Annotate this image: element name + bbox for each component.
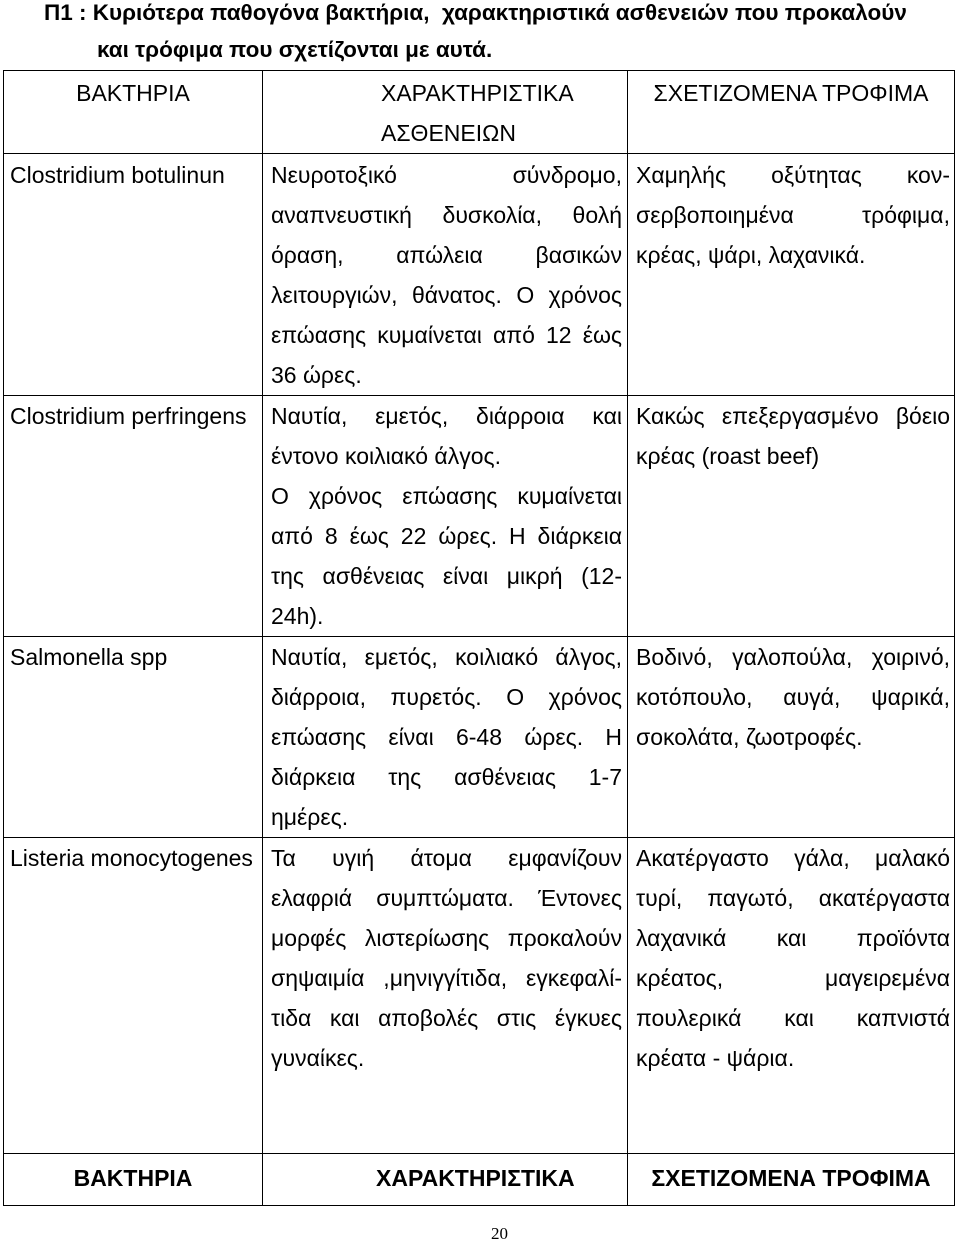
header-foods-cell (628, 71, 954, 153)
header-foods-label: ΣΧΕΤΙΖΟΜΕΝΑ ΤΡΟΦΙΜΑ (653, 80, 929, 106)
bacteria-cell (4, 637, 263, 837)
characteristics-line: επώασης κυμαίνεται από 12 έως (271, 322, 622, 348)
table-row (4, 838, 954, 1154)
characteristics-line: τιδα και αποβολές στις έγκυες (271, 1005, 622, 1031)
foods-cell (628, 154, 954, 395)
characteristics-line: Ναυτία, εμετός, διάρροια και (271, 403, 622, 429)
repeated-header-bacteria-label: ΒΑΚΤΗΡΙΑ (73, 1165, 193, 1191)
repeated-header-bacteria-cell (4, 1154, 263, 1205)
paragraph (636, 637, 950, 757)
table-header-row (4, 71, 954, 154)
document-title-line-2: και τρόφιμα που σχετίζονται με αυτά. (97, 37, 493, 62)
foods-line: Χαμηλής οξύτητας κον- (636, 162, 950, 188)
characteristics-cell (263, 154, 628, 395)
foods-line: Βοδινό, γαλοπούλα, χοιρινό, (636, 644, 950, 670)
characteristics-cell (263, 838, 628, 1153)
characteristics-line: έντονο κοιλιακό άλγος. (271, 443, 501, 469)
table-row (4, 637, 954, 838)
foods-cell (628, 396, 954, 636)
characteristics-line: Τα υγιή άτομα εμφανίζουν (271, 845, 622, 871)
document-title-line-1: Π1 : Κυριότερα παθογόνα βακτήρια, χαρακτηριστικά ασθενειών που προκαλούν (44, 0, 907, 25)
bacteria-name: Salmonella spp (10, 644, 168, 670)
paragraph (636, 155, 950, 275)
characteristics-cell (263, 396, 628, 636)
bacteria-cell (4, 838, 263, 1153)
characteristics-line: Ο χρόνος επώασης κυμαίνεται (271, 483, 622, 509)
foods-line: Ακατέργαστο γάλα, μαλακό (636, 845, 950, 871)
characteristics-line: 36 ώρες. (271, 362, 362, 388)
header-bacteria-cell (4, 71, 263, 153)
foods-cell (628, 838, 954, 1153)
foods-cell (628, 637, 954, 837)
foods-line: κρέατος, μαγειρεμένα (636, 965, 950, 991)
characteristics-line: σηψαιμία ,μηνιγγίτιδα, εγκεφαλί- (271, 965, 622, 991)
paragraph (271, 155, 622, 395)
repeated-header-characteristics-label: ΧΑΡΑΚΤΗΡΙΣΤΙΚΑ (376, 1165, 575, 1191)
repeated-header-characteristics-cell (263, 1154, 628, 1205)
characteristics-line: αναπνευστική δυσκολία, θολή (271, 202, 622, 228)
characteristics-line: μορφές λιστερίωσης προκαλούν (271, 925, 622, 951)
characteristics-line: όραση, απώλεια βασικών (271, 242, 622, 268)
paragraph (636, 396, 950, 476)
characteristics-line: 24h). (271, 603, 324, 629)
repeated-header-foods-cell (628, 1154, 954, 1205)
foods-line: σοκολάτα, ζωοτροφές. (636, 724, 863, 750)
paragraph (271, 637, 622, 837)
header-characteristics-line: ΑΣΘΕΝΕΙΩΝ (381, 120, 516, 146)
foods-line: κρέατα - ψάρια. (636, 1045, 795, 1071)
paragraph (271, 396, 622, 476)
foods-line: κρέας (roast beef) (636, 443, 820, 469)
header-characteristics-cell (263, 71, 628, 153)
characteristics-line: γυναίκες. (271, 1045, 365, 1071)
table-row (4, 396, 954, 637)
table-repeated-header-row (4, 1154, 954, 1205)
characteristics-line: ελαφριά συμπτώματα. Έντονες (271, 885, 622, 911)
characteristics-line: από 8 έως 22 ώρες. Η διάρκεια (271, 523, 622, 549)
bacteria-name: Clostridium perfringens (10, 403, 247, 429)
header-bacteria-label: ΒΑΚΤΗΡΙΑ (76, 80, 190, 106)
foods-line: τυρί, παγωτό, ακατέργαστα (636, 885, 950, 911)
paragraph (271, 838, 622, 1078)
characteristics-line: Νευροτοξικό σύνδρομο, (271, 162, 622, 188)
table-row (4, 154, 954, 396)
characteristics-line: ημέρες. (271, 804, 349, 830)
bacteria-name: Listeria monocytogenes (10, 845, 253, 871)
characteristics-line: διάρκεια της ασθένειας 1-7 (271, 764, 622, 790)
bacteria-cell (4, 396, 263, 636)
page-number: 20 (491, 1224, 508, 1243)
paragraph (271, 476, 622, 636)
foods-line: πουλερικά και καπνιστά (636, 1005, 950, 1031)
pathogens-table (3, 70, 955, 1206)
characteristics-cell (263, 637, 628, 837)
foods-line: κοτόπουλο, αυγά, ψαρικά, (636, 684, 950, 710)
characteristics-line: λειτουργιών, θάνατος. Ο χρόνος (271, 282, 622, 308)
characteristics-line: επώασης είναι 6-48 ώρες. Η (271, 724, 622, 750)
paragraph (636, 838, 950, 1078)
characteristics-line: διάρροια, πυρετός. Ο χρόνος (271, 684, 622, 710)
foods-line: σερβοποιημένα τρόφιμα, (636, 202, 950, 228)
foods-line: κρέας, ψάρι, λαχανικά. (636, 242, 866, 268)
foods-line: Κακώς επεξεργασμένο βόειο (636, 403, 950, 429)
bacteria-name: Clostridium botulinun (10, 162, 225, 188)
header-characteristics-line: ΧΑΡΑΚΤΗΡΙΣΤΙΚΑ (381, 80, 574, 106)
characteristics-line: της ασθένειας είναι μικρή (12- (271, 563, 622, 589)
characteristics-line: Ναυτία, εμετός, κοιλιακό άλγος, (271, 644, 622, 670)
foods-line: λαχανικά και προϊόντα (636, 925, 950, 951)
bacteria-cell (4, 154, 263, 395)
repeated-header-foods-label: ΣΧΕΤΙΖΟΜΕΝΑ ΤΡΟΦΙΜΑ (651, 1165, 931, 1191)
